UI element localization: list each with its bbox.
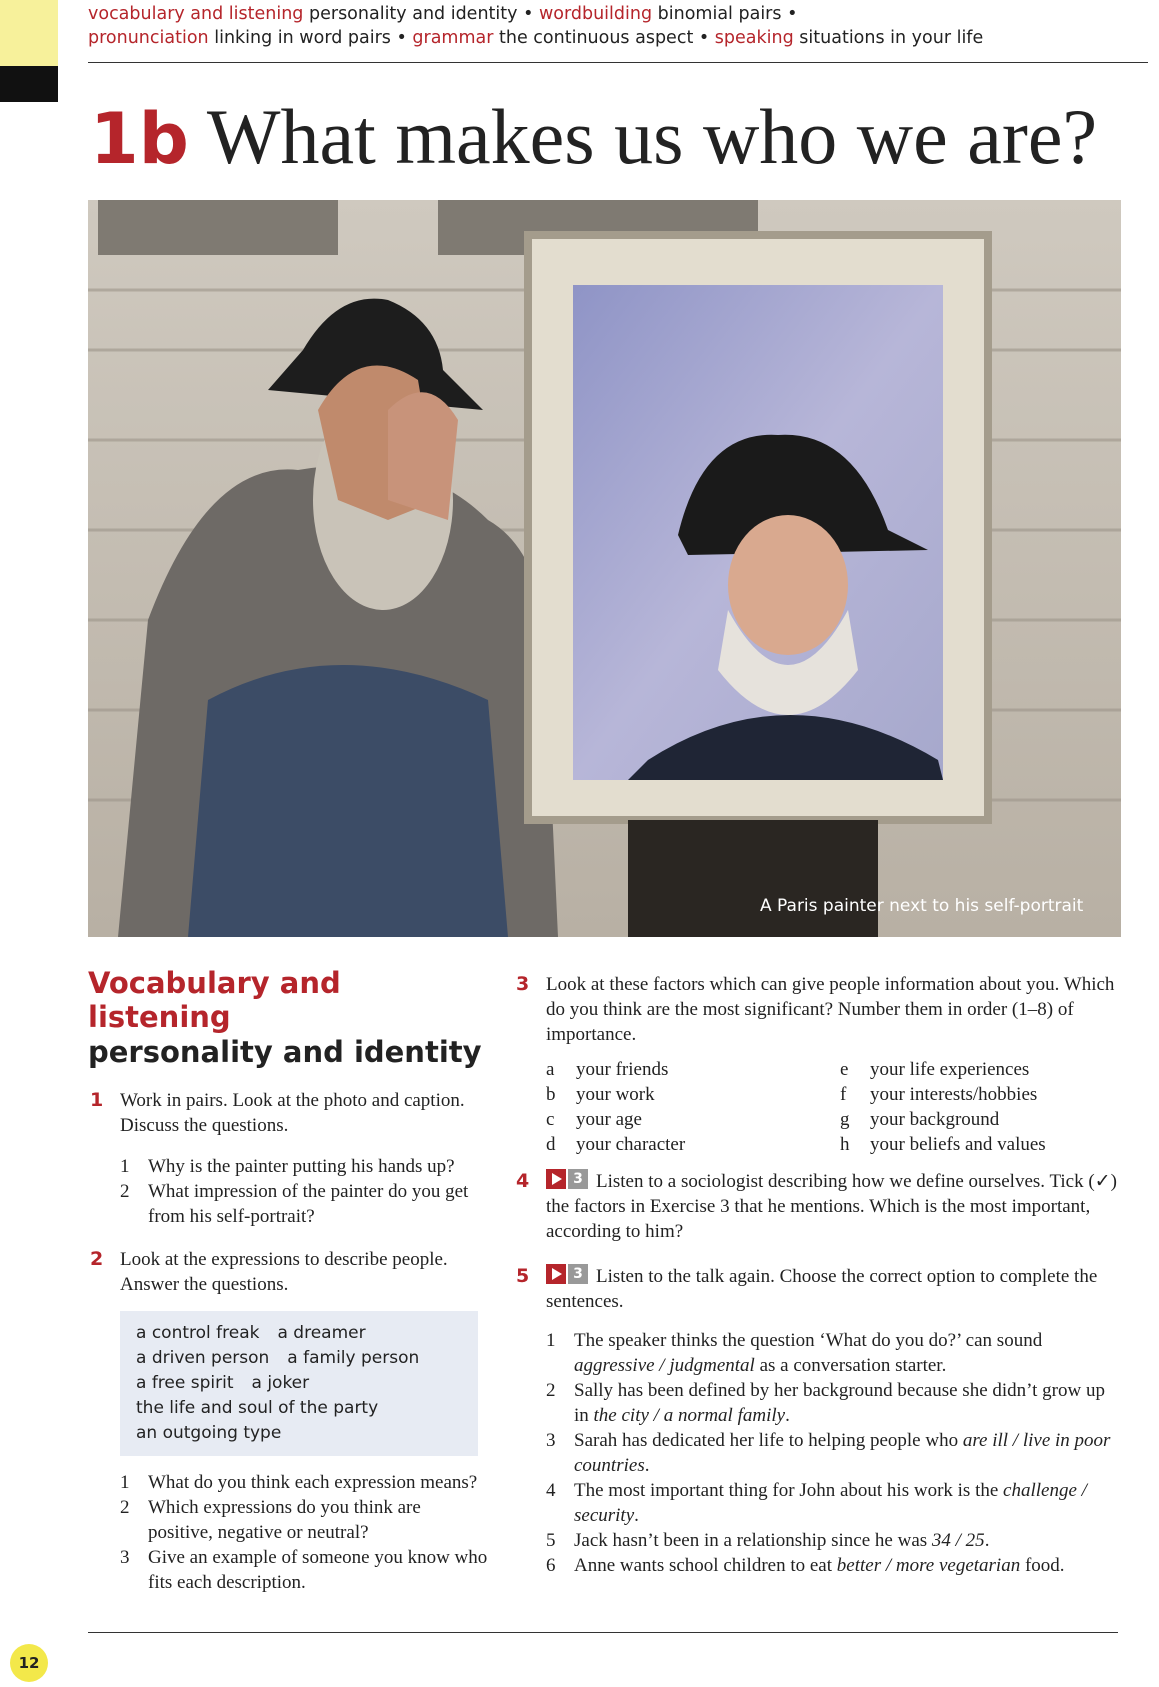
sentence-text: The speaker thinks the question ‘What do you do?’ can sound [574,1330,1043,1351]
item-number: 6 [546,1555,556,1576]
sentence-item [514,1553,1124,1578]
factor-text: your background [870,1109,1000,1130]
sentence-text: The most important thing for John about his work is the [574,1480,1004,1501]
exercise-instruction: Look at the expressions to describe people. Answer the questions. [120,1249,448,1295]
overview-key: grammar [412,28,494,48]
question-item [88,1179,488,1229]
item-number: 4 [546,1480,556,1501]
sentence-text: Jack hasn’t been in a relationship since he was [574,1530,932,1551]
overview-separator: • [698,28,710,48]
photo-caption: A Paris painter next to his self-portrait [760,896,1084,916]
question-item [88,1545,488,1595]
question-item [88,1495,488,1545]
header-divider [88,62,1148,63]
overview-key: wordbuilding [538,4,653,24]
exercise-1 [88,1088,488,1138]
expression: a control freak [136,1323,260,1343]
factor-item [546,1057,668,1082]
expression: a driven person [136,1348,270,1368]
factor-text: your age [576,1109,642,1130]
expressions-box [120,1311,478,1456]
sentence-options[interactable]: aggressive / judgmental [574,1355,755,1376]
exercise-4 [514,1169,1124,1244]
factor-text: your friends [576,1059,669,1080]
audio-track-icon[interactable] [546,1169,590,1189]
expression: a free spirit [136,1373,234,1393]
section-heading: Vocabulary and listening [88,966,341,1034]
exercise-instruction: Work in pairs. Look at the photo and caption. Discuss the questions. [120,1090,465,1136]
audio-track-icon[interactable] [546,1264,590,1284]
overview-key: speaking [714,28,794,48]
factor-item [840,1132,1046,1157]
item-number: 1 [546,1330,556,1351]
sentence-text: . [984,1530,990,1551]
painter-photo [88,200,1121,937]
overview-value: linking in word pairs [214,28,391,48]
item-text: What do you think each expression means? [148,1472,478,1493]
factor-letter: f [840,1084,847,1105]
overview-key: pronunciation [88,28,209,48]
factor-text: your interests/hobbies [870,1084,1038,1105]
sentence-text: Anne wants school children to eat [574,1555,837,1576]
factors-list [546,1057,1124,1161]
expression: a dreamer [277,1323,366,1343]
item-number: 3 [546,1430,556,1451]
exercise-number: 1 [90,1089,104,1111]
sentence-item [514,1378,1124,1428]
factor-letter: g [840,1109,850,1130]
item-number: 2 [120,1497,130,1518]
exercise-instruction: Listen to the talk again. Choose the correct option to complete the sentences. [546,1266,1098,1312]
factor-text: your beliefs and values [870,1134,1046,1155]
factor-text: your work [576,1084,655,1105]
question-item [88,1154,488,1179]
expression: an outgoing type [136,1423,282,1443]
chapter-tab-marker [0,66,58,102]
item-text: Give an example of someone you know who fits each description. [148,1547,488,1593]
exercise-number: 3 [516,973,530,995]
unit-overview-bar [88,2,1148,50]
sentence-text: . [785,1405,790,1426]
item-text: Why is the painter putting his hands up? [148,1156,455,1177]
expression: the life and soul of the party [136,1398,379,1418]
sentence-options[interactable]: challenge / security [574,1480,1087,1526]
factor-item [840,1082,1037,1107]
sentence-text: as a conversation starter. [754,1355,947,1376]
item-number: 2 [546,1380,556,1401]
factor-letter: d [546,1134,556,1155]
right-column [514,972,1124,1578]
factor-item [546,1107,642,1132]
factor-text: your life experiences [870,1059,1030,1080]
play-icon [546,1169,566,1189]
sentence-text: . [634,1505,639,1526]
sentence-options[interactable]: are ill / live in poor countries [574,1430,1111,1476]
exercise-2 [88,1247,488,1297]
overview-separator: • [396,28,407,48]
left-column [88,966,488,1595]
sentence-options[interactable]: 34 / 25 [931,1530,985,1551]
exercise-number: 5 [516,1265,530,1287]
lesson-title [90,92,1097,184]
item-number: 1 [120,1156,130,1177]
sentence-item [514,1328,1124,1378]
exercise-number: 2 [90,1248,104,1270]
expression: a family person [287,1348,420,1368]
exercise-3 [514,972,1124,1047]
sentence-text: . [644,1455,650,1476]
exercise-number: 4 [516,1170,530,1192]
footer-divider [88,1632,1118,1633]
overview-value: the continuous aspect [499,28,694,48]
sentence-item [514,1528,1124,1553]
item-number: 1 [120,1472,130,1493]
sentence-text: food. [1020,1555,1065,1576]
overview-line-1 [88,2,1148,26]
factor-letter: h [840,1134,850,1155]
overview-value: binomial pairs [657,4,782,24]
lesson-title-text: What makes us who we are? [206,93,1098,180]
chapter-tab [0,0,58,66]
factor-letter: e [840,1059,849,1080]
overview-separator: • [523,4,534,24]
section-subheading: personality and identity [88,1035,482,1069]
page-number: 12 [10,1644,48,1682]
sentence-item [514,1428,1124,1478]
overview-separator: • [787,4,798,24]
track-number: 3 [568,1264,588,1284]
item-number: 3 [120,1547,130,1568]
factor-letter: a [546,1059,555,1080]
factor-letter: b [546,1084,556,1105]
item-number: 5 [546,1530,556,1551]
sentence-item [514,1478,1124,1528]
play-icon [546,1264,566,1284]
factor-item [840,1057,1029,1082]
lesson-number: 1b [90,98,189,180]
expression: a joker [251,1373,310,1393]
item-text: What impression of the painter do you get from his self-portrait? [148,1181,469,1227]
factor-letter: c [546,1109,555,1130]
factor-item [546,1082,655,1107]
factor-item [840,1107,999,1132]
sentence-options[interactable]: the city / a normal family [593,1405,786,1426]
overview-value: personality and identity [309,4,518,24]
painter-photo-illustration [88,200,1121,937]
overview-key: vocabulary and listening [88,4,304,24]
overview-value: situations in your life [799,28,984,48]
overview-line-2 [88,26,1148,50]
exercise-5 [514,1264,1124,1314]
sentence-text: Sally has been defined by her background because she didn’t grow up in [574,1380,1105,1426]
exercise-instruction: Look at these factors which can give people information about you. Which do you think are the most significant? Number them in order (1–8) of importance. [546,974,1115,1045]
track-number: 3 [568,1169,588,1189]
factor-item [546,1132,685,1157]
factor-text: your character [576,1134,686,1155]
sentence-options[interactable]: better / more vegetarian [836,1555,1021,1576]
item-number: 2 [120,1181,130,1202]
item-text: Which expressions do you think are positive, negative or neutral? [148,1497,421,1543]
sentence-text: Sarah has dedicated her life to helping people who [574,1430,963,1451]
question-item [88,1470,488,1495]
exercise-instruction: Listen to a sociologist describing how we define ourselves. Tick (✓) the factors in Exercise 3 that he mentions. Which is the most important, according to him? [546,1171,1117,1242]
